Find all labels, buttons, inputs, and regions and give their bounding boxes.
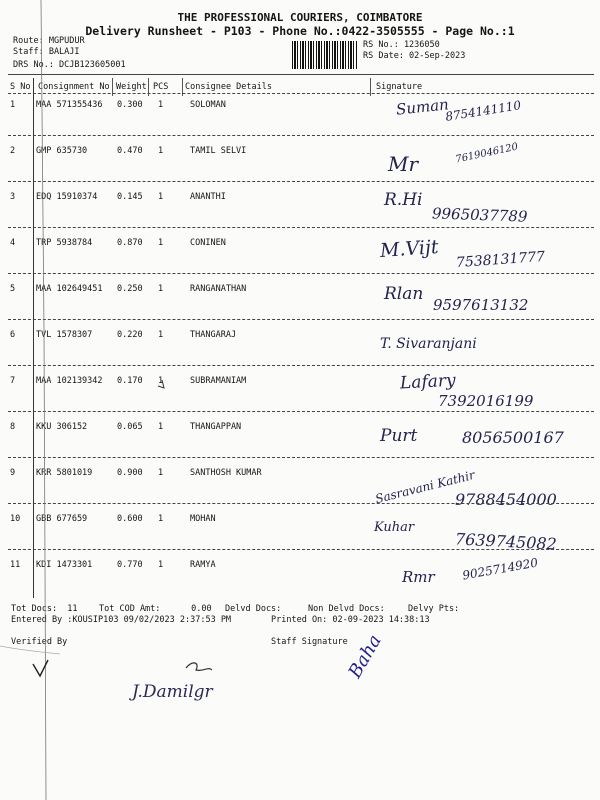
row-pcs: 1 (158, 192, 164, 202)
row-weight: 0.870 (117, 238, 143, 248)
signature-name: Kuhar (374, 520, 415, 535)
row-consignment: TVL 1578307 (36, 330, 93, 340)
fold-line (41, 0, 46, 800)
col-pcs: PCS (153, 82, 169, 92)
signature-name: Sasravani Kathir (373, 467, 477, 507)
row-consignee: THANGAPPAN (190, 422, 242, 432)
row-consignee: RANGANATHAN (190, 284, 247, 294)
row-consignee: SANTHOSH KUMAR (190, 468, 262, 478)
row-weight: 0.170 (117, 376, 143, 386)
row-pcs: 1 (158, 376, 164, 386)
row-consignment: MAA 102649451 (36, 284, 103, 294)
signature-phone: 7639745082 (454, 529, 558, 554)
row-sno: 11 (10, 560, 21, 570)
company-title: THE PROFESSIONAL COURIERS, COIMBATORE (177, 11, 423, 24)
row-weight: 0.470 (117, 146, 143, 156)
row-sno: 10 (10, 514, 21, 524)
row-pcs: 1 (158, 560, 164, 570)
row-consignee: CONINEN (190, 238, 226, 248)
row-sno: 9 (10, 468, 16, 478)
printed-on: Printed On: 02-09-2023 14:38:13 (271, 615, 430, 625)
row-sno: 6 (10, 330, 16, 340)
signature-name: M.Vijt (379, 235, 440, 263)
rs-number: RS No.: 1236050 (363, 40, 440, 50)
row-weight: 0.220 (117, 330, 143, 340)
total-cod-amount: Tot COD Amt: 0.00 (99, 604, 212, 614)
staff-signature-label: Staff Signature (271, 637, 348, 647)
signature-phone: 9597613132 (433, 296, 529, 314)
signature-name: Rmr (402, 568, 435, 586)
tick-mark (158, 380, 164, 388)
row-consignee: ANANTHI (190, 192, 226, 202)
signature-name: T. Sivaranjani (380, 336, 477, 352)
row-pcs: 1 (158, 238, 164, 248)
row-sno: 5 (10, 284, 16, 294)
total-docs: Tot Docs: 11 (11, 604, 78, 614)
signature-name: Lafary (399, 370, 457, 394)
signature-name: Rlan (384, 284, 424, 304)
row-pcs: 1 (158, 146, 164, 156)
signature-phone: 9965037789 (431, 204, 528, 226)
col-consignment: Consignment No (38, 82, 110, 92)
row-sno: 1 (10, 100, 16, 110)
row-consignment: MAA 571355436 (36, 100, 103, 110)
signature-name: Purt (380, 426, 418, 446)
row-consignment: KKU 306152 (36, 422, 88, 432)
col-consignee: Consignee Details (185, 82, 272, 92)
row-pcs: 1 (158, 422, 164, 432)
row-consignment: EDQ 15910374 (36, 192, 98, 202)
signature-phone: 7619046120 (454, 141, 520, 166)
row-pcs: 1 (158, 284, 164, 294)
delivered-docs: Delvd Docs: (225, 604, 282, 614)
signature-phone: 9025714920 (461, 555, 539, 583)
row-pcs: 1 (158, 330, 164, 340)
runsheet-subtitle: Delivery Runsheet - P103 - Phone No.:0422-3505555 - Page No.:1 (85, 24, 515, 38)
row-weight: 0.770 (117, 560, 143, 570)
signature-name: Mr (388, 152, 419, 176)
signature-phone: 7392016199 (438, 392, 534, 410)
non-delivered-docs: Non Delvd Docs: (308, 604, 385, 614)
signature-phone: 8754141110 (444, 98, 522, 124)
initials-scrawl (186, 663, 212, 671)
row-pcs: 1 (158, 514, 164, 524)
row-pcs: 1 (158, 468, 164, 478)
row-consignee: SOLOMAN (190, 100, 226, 110)
row-consignment: GMP 635730 (36, 146, 88, 156)
verifier-signature: J.Damilgr (132, 682, 213, 702)
row-weight: 0.250 (117, 284, 143, 294)
row-consignee: MOHAN (190, 514, 216, 524)
col-weight: Weight (116, 82, 147, 92)
row-sno: 8 (10, 422, 16, 432)
signature-phone: 9788454000 (455, 490, 557, 509)
row-consignment: MAA 102139342 (36, 376, 103, 386)
delivery-points: Delvy Pts: (408, 604, 460, 614)
staff-label: Staff: BALAJI (13, 47, 80, 57)
row-consignment: TRP 5938784 (36, 238, 93, 248)
row-sno: 7 (10, 376, 16, 386)
row-consignment: KRR 5801019 (36, 468, 93, 478)
row-weight: 0.900 (117, 468, 143, 478)
row-weight: 0.600 (117, 514, 143, 524)
row-consignee: THANGARAJ (190, 330, 237, 340)
row-consignment: GBB 677659 (36, 514, 88, 524)
signature-name: Suman (395, 95, 450, 119)
signature-phone: 7538131777 (455, 248, 546, 272)
row-consignee: SUBRAMANIAM (190, 376, 247, 386)
signature-name: R.Hi (384, 190, 423, 210)
smudge-line (0, 646, 60, 654)
signature-phone: 8056500167 (462, 428, 564, 447)
route-label: Route: MGPUDUR (13, 36, 85, 46)
entered-by: Entered By :KOUSIP103 09/02/2023 2:37:53 PM (11, 615, 232, 625)
row-weight: 0.145 (117, 192, 143, 202)
verified-by-label: Verified By (11, 637, 68, 647)
row-weight: 0.065 (117, 422, 143, 432)
row-sno: 4 (10, 238, 16, 248)
row-consignment: KDI 1473301 (36, 560, 93, 570)
row-weight: 0.300 (117, 100, 143, 110)
row-sno: 2 (10, 146, 16, 156)
col-signature: Signature (376, 82, 423, 92)
row-sno: 3 (10, 192, 16, 202)
staff-signature: Baha (344, 631, 386, 682)
row-consignee: TAMIL SELVI (190, 146, 247, 156)
row-pcs: 1 (158, 100, 164, 110)
col-sno: S No (10, 82, 31, 92)
rs-date: RS Date: 02-Sep-2023 (363, 51, 466, 61)
drs-number: DRS No.: DCJB123605001 (13, 60, 126, 70)
row-consignee: RAMYA (190, 560, 216, 570)
